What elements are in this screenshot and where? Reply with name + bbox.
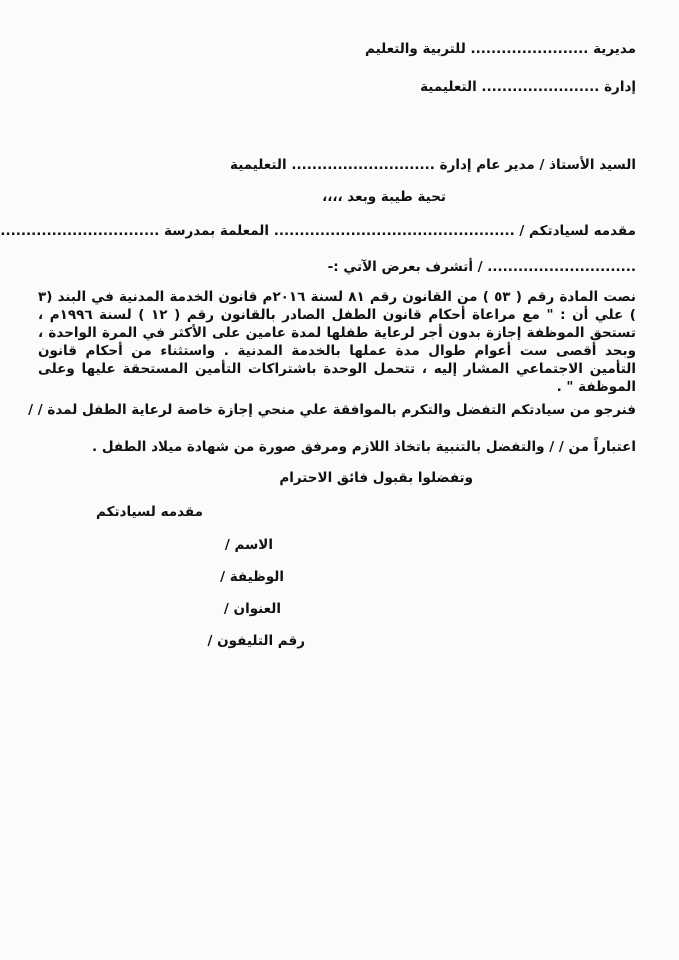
submitted-by: مقدمه لسيادتكم [96, 504, 203, 520]
intro-line: ............................. / أتشرف بعرض الآتي :- [327, 259, 636, 275]
field-name: الاسم / [224, 537, 273, 553]
closing-line: وتفضلوا بقبول فائق الاحترام [279, 470, 473, 486]
start-date-line: اعتباراً من / / والتفضل بالتنبية باتخاذ اللازم ومرفق صورة من شهادة ميلاد الطفل . [91, 439, 636, 455]
field-phone: رقم التليفون / [207, 633, 305, 649]
addressee-line: السيد الأستاذ / مدير عام إدارة ............................ التعليمية [230, 157, 636, 173]
body-paragraph: نصت المادة رقم ( ٥٣ ) من القانون رقم ٨١ لسنة ٢٠١٦م قانون الخدمة المدنية في البند (٣ ) علي أن : " مع مراعاة أحكام قانون الطفل الصادر بالقانون رقم ( ١٢ ) لسنة ١٩٩٦م ، تستحق الموظفة إجازة بدون أجر لرعاية طفلها لمدة عامين على الأكثر في المرة الواحدة ، وبحد أقصى ست أعوام طوال مدة عملها بالخدمة المدنية . واستثناء من أحكام قانون التأمين الاجتماعي المشار إليه ، تتحمل الوحدة باشتراكات التأمين المستحقة عليها وعلى الموظفة " . [38, 289, 636, 395]
header-administration: إدارة ....................... التعليمية [420, 79, 636, 95]
field-address: العنوان / [223, 601, 281, 617]
header-directorate: مديرية ....................... للتربية والتعليم [364, 41, 636, 57]
request-line: فنرجو من سيادتكم التفضل والتكرم بالموافقة علي منحي إجازة خاصة لرعاية الطفل لمدة / / [28, 402, 636, 418]
greeting: تحية طيبة وبعد ،،،، [322, 189, 446, 205]
applicant-line: مقدمه لسيادتكم / ............................................... المعلمة بمدرسة ............................... [0, 223, 636, 239]
field-job: الوظيفة / [220, 569, 284, 585]
